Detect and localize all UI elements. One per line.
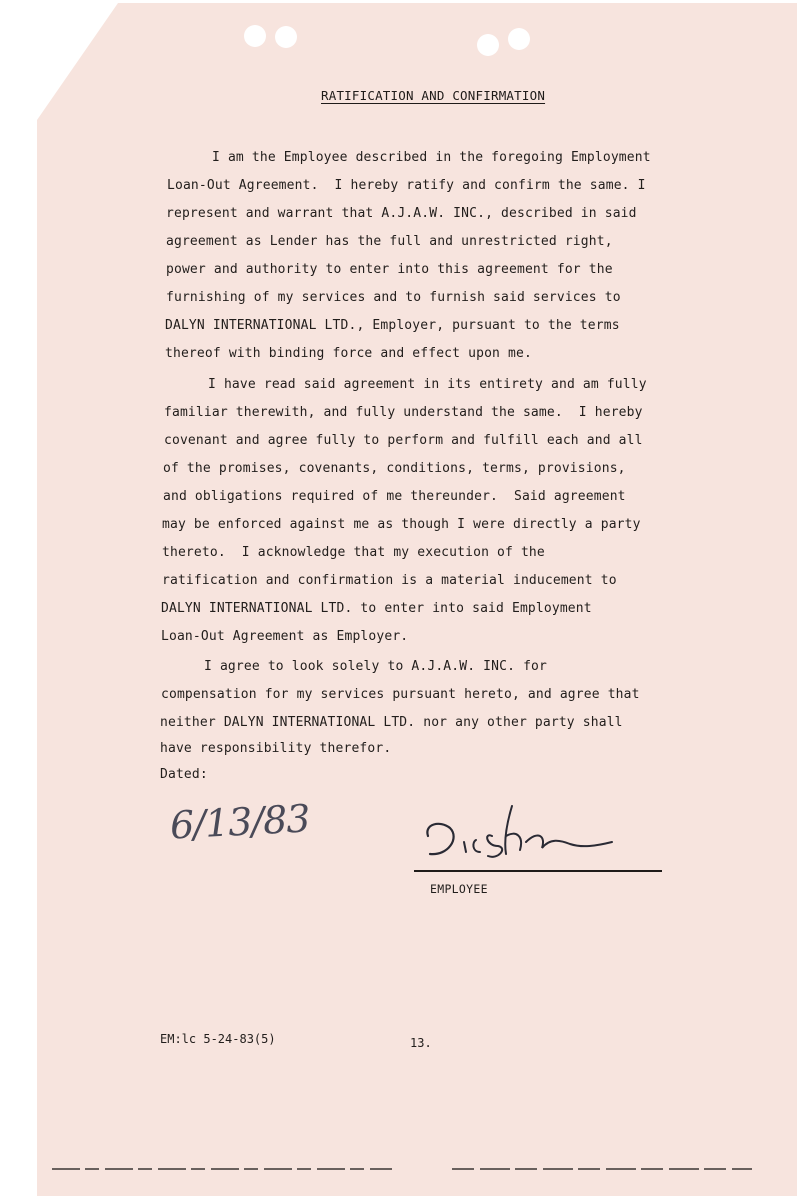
text-line: compensation for my services pursuant hereto, and agree that	[161, 687, 640, 702]
footer-code: EM:lc 5-24-83(5)	[160, 1032, 276, 1046]
handwritten-date: 6/13/83	[168, 796, 311, 848]
text-line: represent and warrant that A.J.A.W. INC., described in said	[166, 206, 637, 221]
text-line: Loan-Out Agreement. I hereby ratify and confirm the same. I	[167, 178, 646, 193]
text-line: furnishing of my services and to furnish said services to	[166, 290, 621, 305]
text-line: thereof with binding force and effect upon me.	[165, 346, 532, 361]
bottom-edge-marks	[52, 1166, 752, 1172]
text-line: I have read said agreement in its entirety and am fully	[208, 377, 647, 392]
text-line: power and authority to enter into this agreement for the	[166, 262, 613, 277]
text-line: DALYN INTERNATIONAL LTD., Employer, pursuant to the terms	[165, 318, 620, 333]
punch-hole	[244, 25, 266, 47]
text-line: may be enforced against me as though I were directly a party	[162, 517, 641, 532]
signature-stroke	[427, 824, 453, 854]
text-line: DALYN INTERNATIONAL LTD. to enter into said Employment	[161, 601, 592, 616]
punch-hole	[477, 34, 499, 56]
text-line: of the promises, covenants, conditions, terms, provisions,	[163, 461, 626, 476]
document-title: RATIFICATION AND CONFIRMATION	[321, 88, 546, 103]
text-line: ratification and confirmation is a material inducement to	[162, 573, 617, 588]
punch-hole	[508, 28, 530, 50]
page-number: 13.	[410, 1036, 432, 1050]
text-line: I am the Employee described in the foregoing Employment	[212, 150, 651, 165]
punch-hole	[275, 26, 297, 48]
text-line: neither DALYN INTERNATIONAL LTD. nor any other party shall	[160, 715, 623, 730]
signature-stroke	[464, 842, 466, 852]
text-line: I agree to look solely to A.J.A.W. INC. for	[204, 659, 547, 674]
text-line: agreement as Lender has the full and unrestricted right,	[166, 234, 613, 249]
text-line: covenant and agree fully to perform and fulfill each and all	[164, 433, 643, 448]
text-line: have responsibility therefor.	[160, 741, 392, 756]
text-line: thereto. I acknowledge that my execution of the	[162, 545, 545, 560]
text-line: and obligations required of me thereunder. Said agreement	[163, 489, 626, 504]
employee-label: EMPLOYEE	[430, 882, 488, 896]
text-line: Loan-Out Agreement as Employer.	[161, 629, 409, 644]
text-line: familiar therewith, and fully understand the same. I hereby	[164, 405, 643, 420]
signature-stroke	[487, 806, 612, 857]
punch-holes	[0, 0, 800, 80]
signature	[420, 796, 620, 866]
dated-label: Dated:	[160, 767, 208, 782]
signature-stroke	[473, 840, 480, 852]
signature-line	[414, 870, 662, 872]
